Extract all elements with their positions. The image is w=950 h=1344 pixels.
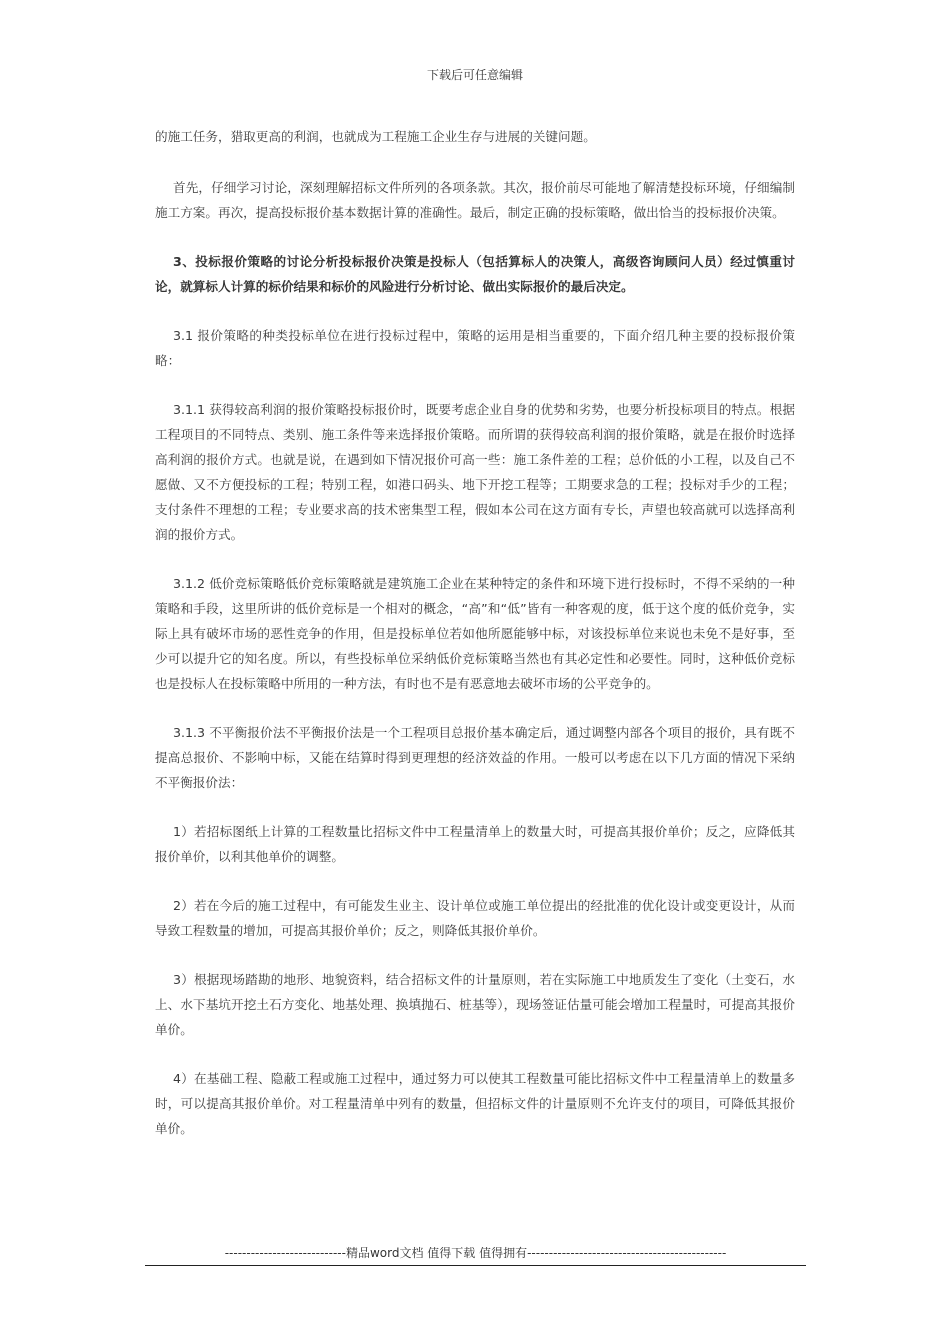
document-body	[155, 124, 795, 1165]
list-item-2: 2）若在今后的施工过程中，有可能发生业主、设计单位或施工单位提出的经批准的优化设计或变更设计，从而导致工程数量的增加，可提高其报价单价；反之，则降低其报价单价。	[155, 898, 795, 938]
paragraph-3-1: 3.1 报价策略的种类投标单位在进行投标过程中，策略的运用是相当重要的，下面介绍几种主要的投标报价策略：	[155, 328, 795, 368]
page-header: 下载后可任意编辑	[426, 68, 523, 82]
list-item-3: 3）根据现场踏勘的地形、地貌资料，结合招标文件的计量原则，若在实际施工中地质发生了变化（土变石，水上、水下基坑开挖土石方变化、地基处理、换填抛石、桩基等），现场签证估量可能会增加工程量时，可提高其报价单价。	[155, 972, 795, 1037]
paragraph-3-1-2: 3.1.2 低价竞标策略低价竞标策略就是建筑施工企业在某种特定的条件和环境下进行投标时，不得不采纳的一种策略和手段，这里所讲的低价竞标是一个相对的概念，“高”和“低”皆有一种客观的度，低于这个度的低价竞争，实际上具有破坏市场的恶性竞争的作用，但是投标单位若如他所愿能够中标，对该投标单位来说也未免不是好事，至少可以提升它的知名度。所以，有些投标单位采纳低价竞标策略当然也有其必定性和必要性。同时，这种低价竞标也是投标人在投标策略中所用的一种方法，有时也不是有恶意地去破坏市场的公平竞争的。	[155, 576, 795, 691]
section-heading-3: 3、投标报价策略的讨论分析投标报价决策是投标人（包括算标人的决策人，高级咨询顾问人员）经过慎重讨论，就算标人计算的标价结果和标价的风险进行分析讨论、做出实际报价的最后决定。	[155, 254, 795, 294]
list-item-1: 1）若招标图纸上计算的工程数量比招标文件中工程量清单上的数量大时，可提高其报价单价；反之，应降低其报价单价，以利其他单价的调整。	[155, 824, 795, 864]
paragraph-3-1-3: 3.1.3 不平衡报价法不平衡报价法是一个工程项目总报价基本确定后，通过调整内部各个项目的报价，具有既不提高总报价、不影响中标，又能在结算时得到更理想的经济效益的作用。一般可以考虑在以下几方面的情况下采纳不平衡报价法：	[155, 725, 795, 790]
list-item-4: 4）在基础工程、隐蔽工程或施工过程中，通过努力可以使其工程数量可能比招标文件中工程量清单上的数量多时，可以提高其报价单价。对工程量清单中列有的数量，但招标文件的计量原则不允许支付的项目，可降低其报价单价。	[155, 1071, 795, 1136]
page-footer: ----------------------------精品word文档 值得下载 值得拥有----------------------------------------------	[145, 1244, 806, 1266]
paragraph-3-1-1: 3.1.1 获得较高利润的报价策略投标报价时，既要考虑企业自身的优势和劣势，也要分析投标项目的特点。根据工程项目的不同特点、类别、施工条件等来选择报价策略。而所谓的获得较高利润的报价策略，就是在报价时选择高利润的报价方式。也就是说，在遇到如下情况报价可高一些：施工条件差的工程；总价低的小工程，以及自己不愿做、又不方便投标的工程；特别工程，如港口码头、地下开挖工程等；工期要求急的工程；投标对手少的工程；支付条件不理想的工程；专业要求高的技术密集型工程，假如本公司在这方面有专长，声望也较高就可以选择高利润的报价方式。	[155, 402, 795, 542]
paragraph-intro-continuation: 的施工任务，猎取更高的利润，也就成为工程施工企业生存与进展的关键问题。	[155, 129, 596, 144]
paragraph-steps: 首先，仔细学习讨论，深刻理解招标文件所列的各项条款。其次，报价前尽可能地了解清楚投标环境，仔细编制施工方案。再次，提高投标报价基本数据计算的准确性。最后，制定正确的投标策略，做出恰当的投标报价决策。	[155, 180, 795, 220]
